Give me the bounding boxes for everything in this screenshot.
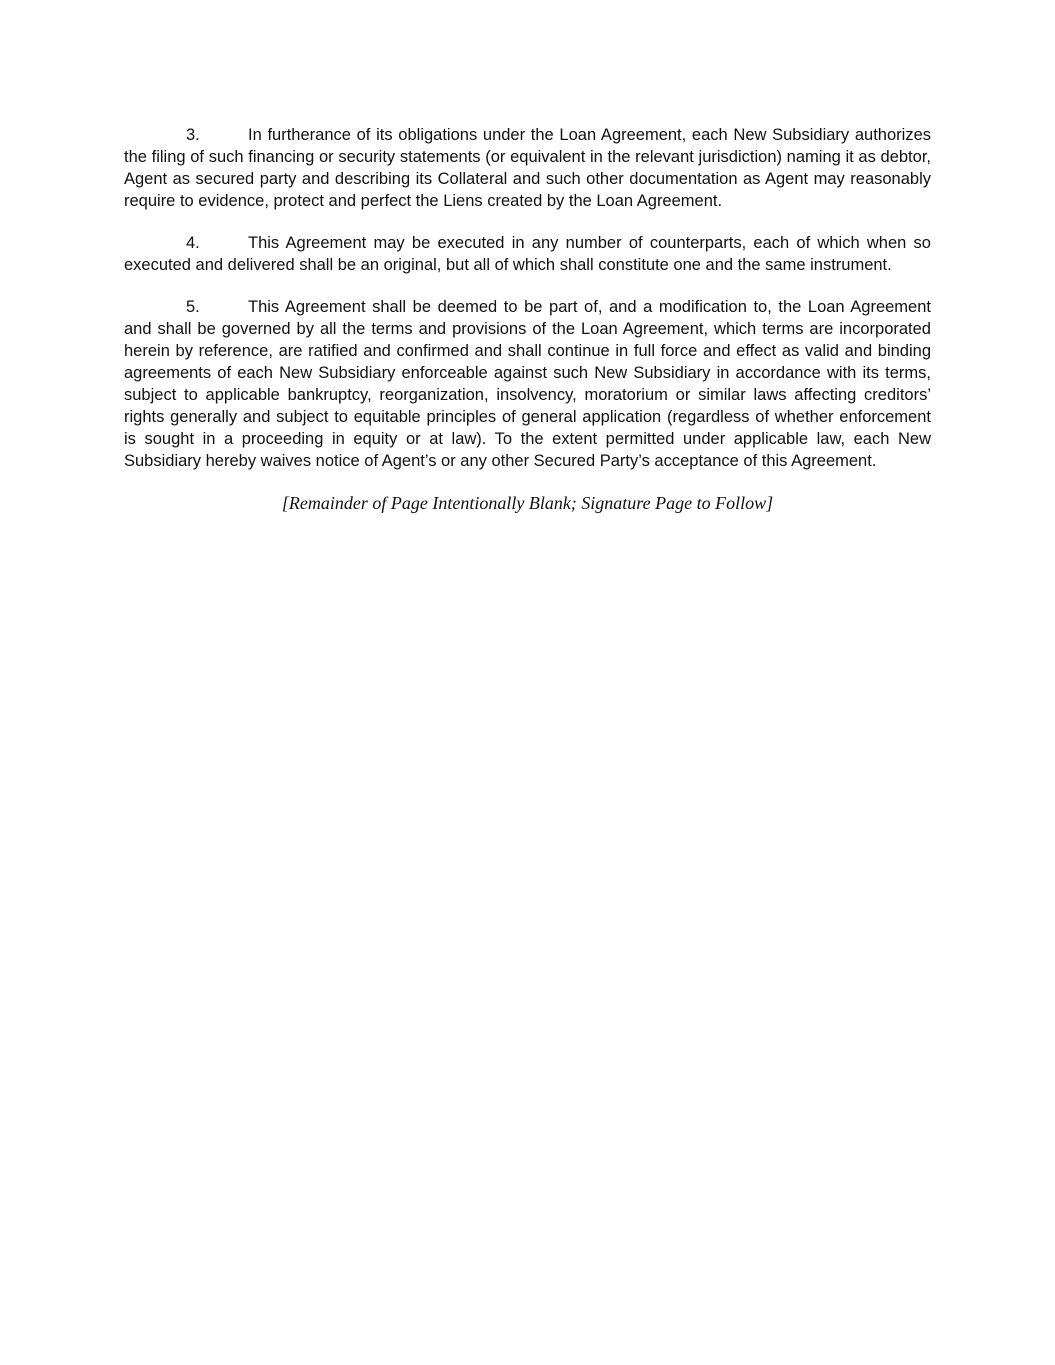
paragraph-number: 4.	[186, 234, 200, 252]
paragraph-text: This Agreement shall be deemed to be part of, and a modification to, the Loan Agreement and shall be governed by all the terms and provisions of the Loan Agreement, which terms are incorporated herein by reference, are ratified and confirmed and shall continue in full force and effect as valid and binding agreements of each New Subsidiary enforceable against such New Subsidiary in accordance with its terms, subject to applicable bankruptcy, reorganization, insolvency, moratorium or similar laws affecting creditors’ rights generally and subject to equitable principles of general application (regardless of whether enforcement is sought in a proceeding in equity or at law). To the extent permitted under applicable law, each New Subsidiary hereby waives notice of Agent’s or any other Secured Party’s acceptance of this Agreement.	[124, 298, 931, 470]
closing-note: [Remainder of Page Intentionally Blank; Signature Page to Follow]	[281, 493, 774, 513]
paragraph-3	[124, 124, 931, 212]
paragraph-5	[124, 296, 931, 472]
document-page	[124, 124, 931, 514]
paragraph-number: 3.	[186, 126, 200, 144]
paragraph-text: In furtherance of its obligations under the Loan Agreement, each New Subsidiary authorizes the filing of such financing or security statements (or equivalent in the relevant jurisdiction) naming it as debtor, Agent as secured party and describing its Collateral and such other documentation as Agent may reasonably require to evidence, protect and perfect the Liens created by the Loan Agreement.	[124, 126, 931, 210]
paragraph-text: This Agreement may be executed in any number of counterparts, each of which when so executed and delivered shall be an original, but all of which shall constitute one and the same instrument.	[124, 234, 931, 274]
paragraph-4	[124, 232, 931, 276]
paragraph-number: 5.	[186, 298, 200, 316]
